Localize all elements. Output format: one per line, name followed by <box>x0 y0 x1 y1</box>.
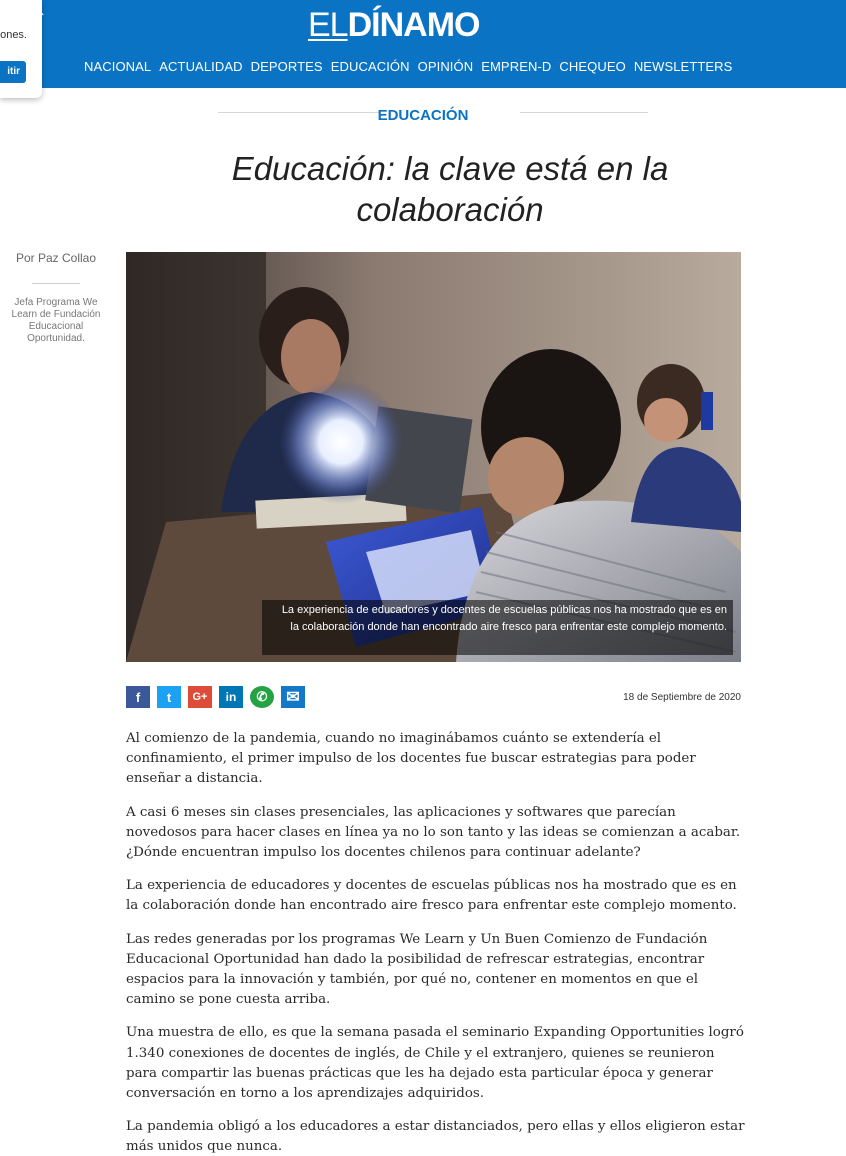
article-body <box>126 729 746 1156</box>
site-header <box>0 0 846 88</box>
nav-item-newsletters[interactable]: NEWSLETTERS <box>633 59 733 74</box>
photo-caption: La experiencia de educadores y docentes de escuelas públicas nos ha mostrado que es en la colaboración donde han encontrado aire fresco para enfrentar este complejo momento. <box>262 600 733 655</box>
main-nav <box>84 59 740 74</box>
article-paragraph: A casi 6 meses sin clases presenciales, las aplicaciones y softwares que parecían novedosos para hacer clases en línea ya no lo son tanto y las ideas se comienzan a acabar. ¿Dónde encuentran impulso los docentes chilenos para continuar adelante? <box>126 804 741 861</box>
nav-item-opinion[interactable]: OPINIÓN <box>417 59 474 74</box>
google-plus-icon[interactable]: G+ <box>188 686 212 708</box>
nav-item-educacion[interactable]: EDUCACIÓN <box>330 59 410 74</box>
email-icon[interactable]: ✉ <box>281 686 305 708</box>
article-title: Educación: la clave está en la colaboración <box>231 150 669 228</box>
author-bio: Jefa Programa We Learn de Fundación Educacional Oportunidad. <box>11 297 101 344</box>
twitter-icon[interactable]: t <box>157 686 181 708</box>
article-paragraph: Al comienzo de la pandemia, cuando no imaginábamos cuánto se extendería el confinamiento, el primer impulso de los docentes fue buscar estrategias para poder enseñar a distancia. <box>126 731 696 787</box>
category-label[interactable]: EDUCACIÓN <box>377 107 469 124</box>
author-name[interactable]: Por Paz Collao <box>15 251 97 265</box>
popup-text: ones. <box>0 29 27 41</box>
logo-main: DÍNAMO <box>347 6 480 44</box>
whatsapp-icon[interactable]: ✆ <box>250 686 274 708</box>
share-bar <box>126 686 305 708</box>
article-paragraph: Una muestra de ello, es que la semana pasada el seminario Expanding Opportunities logró 1.340 conexiones de docentes de inglés, de Chile y el extranjero, quienes se reunieron para compartir las buenas prácticas que les ha dejado esta particular época y generar conversación en torno a los aprendizajes adquiridos. <box>126 1025 744 1102</box>
linkedin-icon[interactable]: in <box>219 686 243 708</box>
site-logo[interactable] <box>308 6 479 46</box>
article-paragraph: La pandemia obligó a los educadores a estar distanciados, pero ellas y ellos eligieron estar más unidos que nunca. <box>126 1119 745 1155</box>
nav-item-chequeo[interactable]: CHEQUEO <box>559 59 626 74</box>
chevron-up-icon[interactable]: ⌃ <box>36 10 47 24</box>
article-paragraph: La experiencia de educadores y docentes de escuelas públicas nos ha mostrado que es en la colaboración donde han encontrado aire fresco para enfrentar este complejo momento. <box>126 878 737 914</box>
article-photo <box>126 252 741 662</box>
nav-item-actualidad[interactable]: ACTUALIDAD <box>159 59 243 74</box>
logo-prefix: EL <box>308 6 348 44</box>
author-divider <box>32 283 80 284</box>
popup-accept-button[interactable]: itir <box>0 61 26 83</box>
nav-item-nacional[interactable]: NACIONAL <box>84 59 152 74</box>
facebook-icon[interactable]: f <box>126 686 150 708</box>
nav-item-deportes[interactable]: DEPORTES <box>250 59 323 74</box>
article-paragraph: Las redes generadas por los programas We Learn y Un Buen Comienzo de Fundación Educacional Oportunidad han dado la posibilidad de refrescar estrategias, encontrar espacios para la innovación y también, por qué no, contener en momentos en que el camino se pone cuesta arriba. <box>126 931 708 1008</box>
nav-item-emprend[interactable]: EMPREN-D <box>481 59 552 74</box>
publish-date: 18 de Septiembre de 2020 <box>623 692 741 703</box>
